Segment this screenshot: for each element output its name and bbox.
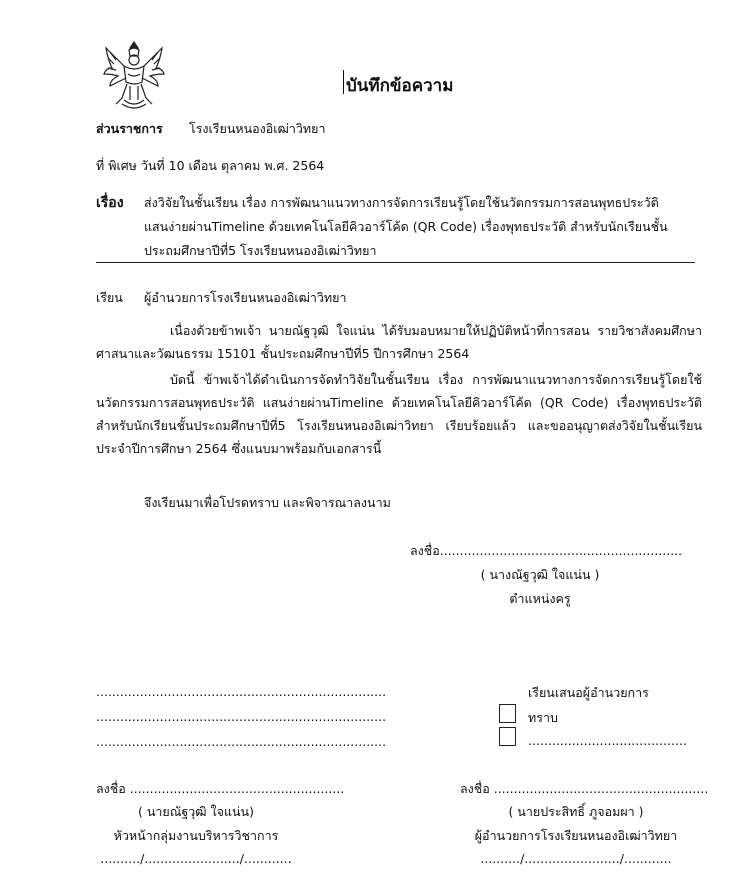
comment-line: ......................................................................... xyxy=(96,734,387,749)
body-paragraph-1: เนื่องด้วยข้าพเจ้า นายณัฐวุฒิ ใจแน่น ได้รับมอบหมายให้ปฏิบัติหน้าที่การสอน รายวิชาสังคมศึกษา ศาสนาและวัฒนธรรม 15101 ชั้นประถมศึกษาปีที่5 ปีการศึกษา 2564 xyxy=(96,323,702,361)
garuda-emblem xyxy=(100,38,168,114)
agency-label: ส่วนราชการ xyxy=(96,121,163,136)
right-signer-position: ผู้อำนวยการโรงเรียนหนองอิเฒ่าวิทยา xyxy=(474,828,678,843)
left-signer-position: หัวหน้ากลุ่มงานบริหารวิชาการ xyxy=(113,828,279,843)
reference-date-line: ที่ พิเศษ วันที่ 10 เดือน ตุลาคม พ.ศ. 2564 xyxy=(96,158,325,173)
left-signature-date: ........../......................../............ xyxy=(100,851,292,866)
header-divider xyxy=(96,262,695,263)
subject-line: แสนง่ายผ่านTimeline ด้วยเทคโนโลยีคิวอาร์โค้ด (QR Code) เรื่องพุทธประวัติ สำหรับนักเรียนชั้น xyxy=(144,219,668,234)
right-signature-date: ........../......................../............ xyxy=(480,851,672,866)
right-signer-name: ( นายประสิทธิ์ ภูจอมผา ) xyxy=(508,804,644,819)
other-option-line: ........................................ xyxy=(528,733,687,748)
closing-line: จึงเรียนมาเพื่อโปรดทราบ และพิจารณาลงนาม xyxy=(144,495,391,510)
left-signer-name: ( นายณัฐวุฒิ ใจแน่น) xyxy=(138,804,254,819)
to-value: ผู้อำนวยการโรงเรียนหนองอิเฒ่าวิทยา xyxy=(144,290,347,305)
comment-line: ......................................................................... xyxy=(96,684,387,699)
director-note-heading: เรียนเสนอผู้อำนวยการ xyxy=(528,685,649,700)
main-signer-name: ( นางณัฐวุฒิ ใจแน่น ) xyxy=(480,567,600,582)
acknowledge-label: ทราบ xyxy=(528,710,558,725)
comment-line: ......................................................................... xyxy=(96,709,387,724)
memo-title: บันทึกข้อความ xyxy=(346,76,454,96)
acknowledge-checkbox[interactable] xyxy=(499,704,516,723)
right-signature-line: ลงชื่อ ...................................................... xyxy=(460,781,709,796)
main-signer-position: ตำแหน่งครู xyxy=(509,591,571,606)
other-option-checkbox[interactable] xyxy=(499,727,516,746)
subject-line: ประถมศึกษาปีที่5 โรงเรียนหนองอิเฒ่าวิทยา xyxy=(144,243,377,258)
left-signature-line: ลงชื่อ ...................................................... xyxy=(96,781,345,796)
body-paragraph-2: บัดนี้ ข้าพเจ้าได้ดำเนินการจัดทำวิจัยในชั้นเรียน เรื่อง การพัฒนาแนวทางการจัดการเรียนรู้โดยใช้นวัตกรรมการสอนพุทธประวัติ แสนง่ายผ่านTimeline ด้วยเทคโนโลยีคิวอาร์โค้ด (QR Code) เรื่องพุทธประวัติ สำหรับนักเรียนชั้นประถมศึกษาปีที่5 โรงเรียนหนองอิเฒ่าวิทยา เรียบร้อยแล้ว และขออนุญาตส่งวิจัยในชั้นเรียน ประจำปีการศึกษา 2564 ซึ่งแนบมาพร้อมกับเอกสารนี้ xyxy=(96,372,702,456)
to-label: เรียน xyxy=(96,290,123,305)
text-cursor xyxy=(343,70,344,94)
agency-value: โรงเรียนหนองอิเฒ่าวิทยา xyxy=(189,121,326,136)
main-signature-line: ลงชื่อ............................................................. xyxy=(410,543,683,558)
subject-line: ส่งวิจัยในชั้นเรียน เรื่อง การพัฒนาแนวทางการจัดการเรียนรู้โดยใช้นวัตกรรมการสอนพุทธประวัติ xyxy=(144,195,659,210)
subject-label: เรื่อง xyxy=(96,195,124,211)
